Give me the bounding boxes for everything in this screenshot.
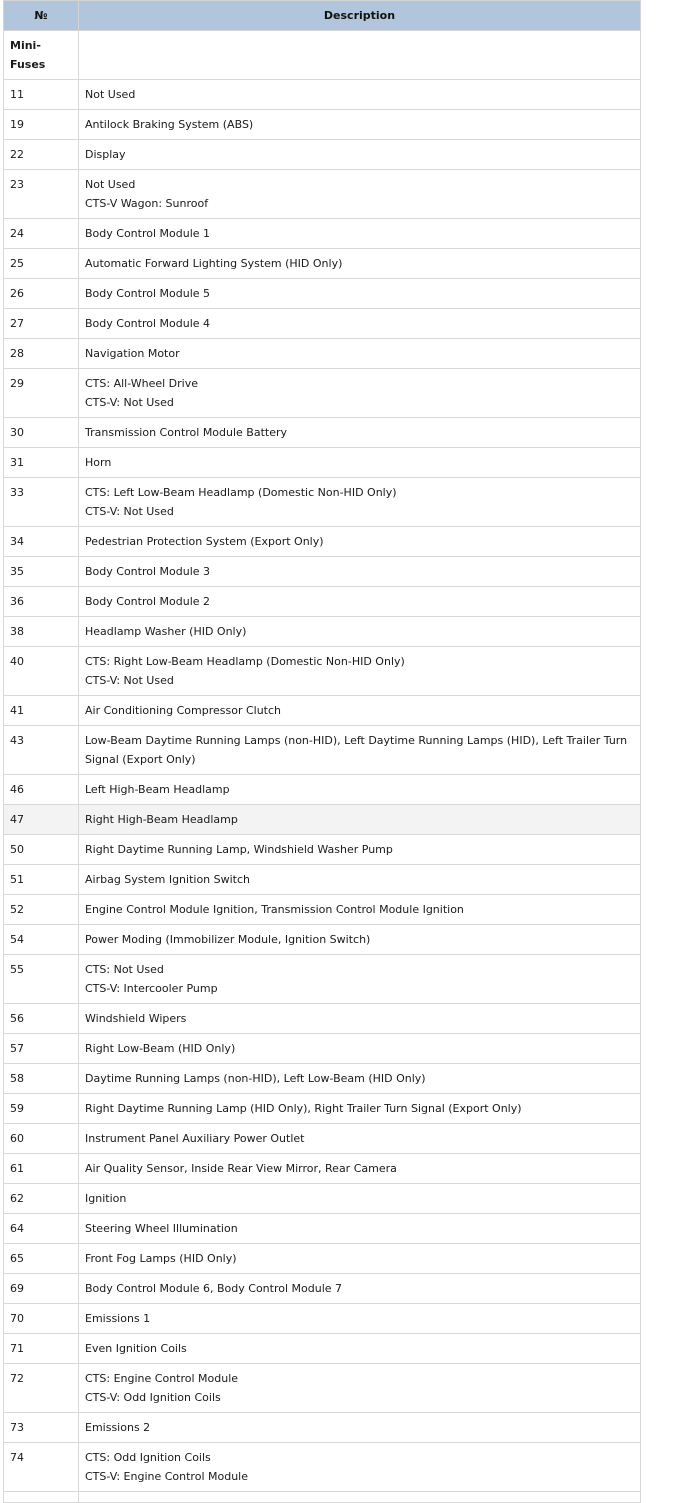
fuse-description-cell [79,339,641,369]
description-line: Horn [85,456,112,469]
fuse-number-cell: 64 [4,1214,79,1244]
fuse-description-cell [79,726,641,775]
fuse-number-cell: 29 [4,369,79,418]
table-row [4,448,641,478]
table-row [4,925,641,955]
table-row [4,865,641,895]
table-row [4,219,641,249]
table-row [4,527,641,557]
description-line: CTS: Not Used [85,963,164,976]
fuse-description-cell [79,1094,641,1124]
fuse-description-cell [79,1184,641,1214]
fuse-description-cell [79,170,641,219]
column-header-number[interactable]: № [4,1,79,31]
fuse-number-cell: 57 [4,1034,79,1064]
fuse-number-cell: 71 [4,1334,79,1364]
fuse-description-cell [79,1413,641,1443]
table-row [4,369,641,418]
table-row [4,1413,641,1443]
fuse-description-cell [79,1004,641,1034]
fuse-description-cell [79,587,641,617]
fuse-number-cell: 70 [4,1304,79,1334]
fuse-number-cell: 59 [4,1094,79,1124]
description-line: Right Low-Beam (HID Only) [85,1042,236,1055]
fuse-number-cell: 56 [4,1004,79,1034]
fuse-description-cell [79,1304,641,1334]
fuse-description-cell [79,1364,641,1413]
fuse-description-cell [79,805,641,835]
fuse-number-cell: 73 [4,1413,79,1443]
fuse-description-cell [79,527,641,557]
description-line: Right High-Beam Headlamp [85,813,238,826]
table-row [4,1443,641,1492]
fuse-description-cell [79,309,641,339]
description-line: Low-Beam Daytime Running Lamps (non-HID), Left Daytime Running Lamps (HID), Left Trailer Turn [85,734,628,747]
table-row [4,647,641,696]
description-line: Display [85,148,126,161]
table-row [4,617,641,647]
description-line: Automatic Forward Lighting System (HID Only) [85,257,343,270]
fuse-description-cell [79,279,641,309]
description-line: Right Daytime Running Lamp (HID Only), Right Trailer Turn Signal (Export Only) [85,1102,522,1115]
description-line: CTS: Left Low-Beam Headlamp (Domestic Non-HID Only) [85,486,397,499]
fuse-number-cell [4,1492,79,1503]
table-row [4,1492,641,1503]
table-row [4,1274,641,1304]
description-line: Steering Wheel Illumination [85,1222,238,1235]
table-row [4,1004,641,1034]
description-line: Emissions 1 [85,1312,151,1325]
fuse-description-cell [79,955,641,1004]
fuse-table [3,0,641,1503]
section-label-empty [79,31,641,80]
section-row [4,31,641,80]
description-line: Even Ignition Coils [85,1342,187,1355]
table-row [4,895,641,925]
description-line: Not Used [85,88,136,101]
table-row [4,1094,641,1124]
fuse-number-cell: 58 [4,1064,79,1094]
column-header-description[interactable]: Description [79,1,641,31]
description-line: Not Used [85,178,136,191]
description-line: Air Quality Sensor, Inside Rear View Mirror, Rear Camera [85,1162,397,1175]
table-row [4,955,641,1004]
fuse-description-cell [79,1064,641,1094]
description-line: Navigation Motor [85,347,180,360]
fuse-number-cell: 51 [4,865,79,895]
description-line: Body Control Module 1 [85,227,211,240]
fuse-number-cell: 25 [4,249,79,279]
description-line: Airbag System Ignition Switch [85,873,251,886]
description-line: CTS: Right Low-Beam Headlamp (Domestic Non-HID Only) [85,655,405,668]
table-row [4,1124,641,1154]
fuse-description-cell [79,1443,641,1492]
table-row [4,418,641,448]
table-row [4,696,641,726]
description-line: CTS-V: Not Used [85,396,174,409]
table-row [4,339,641,369]
description-line: Right Daytime Running Lamp, Windshield Washer Pump [85,843,393,856]
description-line: CTS: All-Wheel Drive [85,377,199,390]
fuse-description-cell [79,1214,641,1244]
fuse-description-cell [79,557,641,587]
fuse-number-cell: 33 [4,478,79,527]
fuse-description-cell [79,696,641,726]
description-line: CTS-V Wagon: Sunroof [85,197,209,210]
fuse-number-cell: 62 [4,1184,79,1214]
fuse-description-cell [79,110,641,140]
description-line: Windshield Wipers [85,1012,187,1025]
fuse-description-cell [79,369,641,418]
table-row [4,1244,641,1274]
fuse-description-cell [79,647,641,696]
table-row [4,1304,641,1334]
fuse-number-cell: 54 [4,925,79,955]
fuse-number-cell: 11 [4,80,79,110]
fuse-description-cell [79,219,641,249]
fuse-description-cell [79,617,641,647]
description-line: Left High-Beam Headlamp [85,783,230,796]
description-line: Emissions 2 [85,1421,151,1434]
fuse-number-cell: 41 [4,696,79,726]
fuse-number-cell: 61 [4,1154,79,1184]
table-row [4,140,641,170]
description-line: Headlamp Washer (HID Only) [85,625,247,638]
fuse-description-cell [79,1492,641,1503]
description-line: Instrument Panel Auxiliary Power Outlet [85,1132,305,1145]
fuse-description-cell [79,478,641,527]
fuse-number-cell: 24 [4,219,79,249]
description-line: CTS: Odd Ignition Coils [85,1451,211,1464]
table-row [4,775,641,805]
fuse-number-cell: 65 [4,1244,79,1274]
description-line: Signal (Export Only) [85,753,196,766]
description-line: Body Control Module 2 [85,595,211,608]
description-line: Body Control Module 3 [85,565,211,578]
fuse-number-cell: 46 [4,775,79,805]
table-row [4,1064,641,1094]
fuse-number-cell: 55 [4,955,79,1004]
description-line: Transmission Control Module Battery [85,426,288,439]
table-row [4,726,641,775]
table-row [4,587,641,617]
table-row [4,1154,641,1184]
description-line: Power Moding (Immobilizer Module, Ignition Switch) [85,933,371,946]
table-row [4,1334,641,1364]
fuse-number-cell: 36 [4,587,79,617]
description-line: Body Control Module 6, Body Control Module 7 [85,1282,343,1295]
fuse-number-cell: 52 [4,895,79,925]
table-row [4,1364,641,1413]
table-row [4,170,641,219]
fuse-description-cell [79,140,641,170]
table-row [4,1184,641,1214]
description-line: Front Fog Lamps (HID Only) [85,1252,237,1265]
fuse-number-cell: 31 [4,448,79,478]
table-row [4,557,641,587]
fuse-description-cell [79,1124,641,1154]
description-line: Ignition [85,1192,127,1205]
fuse-number-cell: 43 [4,726,79,775]
description-line: Antilock Braking System (ABS) [85,118,254,131]
fuse-description-cell [79,448,641,478]
description-line: Pedestrian Protection System (Export Only) [85,535,324,548]
table-row [4,1214,641,1244]
description-line: Body Control Module 4 [85,317,211,330]
fuse-number-cell: 40 [4,647,79,696]
fuse-description-cell [79,1244,641,1274]
table-row [4,249,641,279]
description-line: CTS-V: Intercooler Pump [85,982,218,995]
fuse-number-cell: 28 [4,339,79,369]
fuse-description-cell [79,865,641,895]
fuse-number-cell: 27 [4,309,79,339]
table-row [4,110,641,140]
description-line: CTS-V: Odd Ignition Coils [85,1391,221,1404]
fuse-number-cell: 38 [4,617,79,647]
table-row [4,309,641,339]
fuse-description-cell [79,835,641,865]
description-line: CTS-V: Not Used [85,674,174,687]
fuse-number-cell: 72 [4,1364,79,1413]
fuse-description-cell [79,1034,641,1064]
table-row [4,279,641,309]
fuse-number-cell: 23 [4,170,79,219]
section-label: Mini-Fuses [4,31,79,80]
description-line: Air Conditioning Compressor Clutch [85,704,282,717]
table-body [4,31,641,1503]
fuse-number-cell: 69 [4,1274,79,1304]
fuse-number-cell: 26 [4,279,79,309]
table-row [4,478,641,527]
fuse-number-cell: 74 [4,1443,79,1492]
table-row [4,80,641,110]
fuse-table-container [3,0,640,1503]
fuse-number-cell: 47 [4,805,79,835]
table-row [4,805,641,835]
table-header-row [4,1,641,31]
table-row [4,835,641,865]
description-line: CTS: Engine Control Module [85,1372,239,1385]
fuse-description-cell [79,1334,641,1364]
fuse-description-cell [79,775,641,805]
fuse-number-cell: 50 [4,835,79,865]
fuse-number-cell: 60 [4,1124,79,1154]
fuse-number-cell: 30 [4,418,79,448]
fuse-number-cell: 35 [4,557,79,587]
fuse-description-cell [79,1154,641,1184]
fuse-description-cell [79,418,641,448]
description-line: Daytime Running Lamps (non-HID), Left Low-Beam (HID Only) [85,1072,426,1085]
description-line: CTS-V: Not Used [85,505,174,518]
fuse-description-cell [79,1274,641,1304]
table-row [4,1034,641,1064]
fuse-number-cell: 19 [4,110,79,140]
fuse-description-cell [79,925,641,955]
description-line: CTS-V: Engine Control Module [85,1470,248,1483]
fuse-number-cell: 22 [4,140,79,170]
description-line: Engine Control Module Ignition, Transmission Control Module Ignition [85,903,464,916]
fuse-number-cell: 34 [4,527,79,557]
fuse-description-cell [79,249,641,279]
fuse-description-cell [79,80,641,110]
description-line: Body Control Module 5 [85,287,211,300]
fuse-description-cell [79,895,641,925]
